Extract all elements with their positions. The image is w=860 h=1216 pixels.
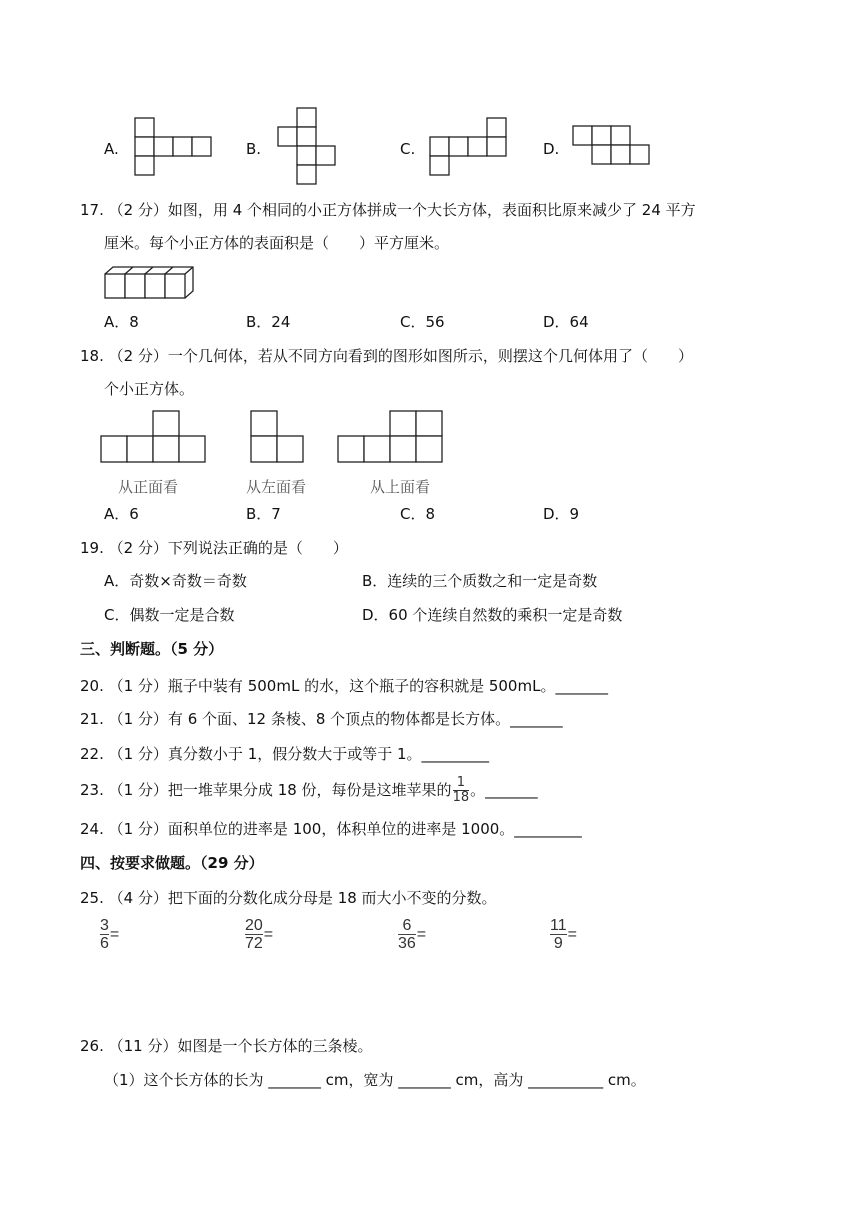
q18-left-view xyxy=(248,408,308,466)
q22-statement: 22. （1 分）真分数小于 1，假分数大于或等于 1。_________ xyxy=(80,745,490,763)
q16-option-b-label: B. xyxy=(246,140,262,158)
q26-stem: 26. （11 分）如图是一个长方体的三条棱。 xyxy=(80,1037,373,1055)
q23-text: 23. （1 分）把一堆苹果分成 18 份，每份是这堆苹果的 xyxy=(80,781,452,799)
q24-statement: 24. （1 分）面积单位的进率是 100，体积单位的进率是 1000。_________ xyxy=(80,820,582,838)
q19-stem: 19. （2 分）下列说法正确的是（ ） xyxy=(80,539,348,557)
q17-stem-line1: 17. （2 分）如图，用 4 个相同的小正方体拼成一个大长方体，表面积比原来减少了 24 平方 xyxy=(80,201,696,219)
q25-fraction-1-denominator: 6 xyxy=(100,935,109,952)
q21-statement: 21. （1 分）有 6 个面、12 条棱、8 个顶点的物体都是长方体。_______ xyxy=(80,710,563,728)
q23-fraction xyxy=(453,776,470,805)
q25-fraction-2-numerator: 20 xyxy=(245,917,263,934)
section-4-heading: 四、按要求做题。（29 分） xyxy=(80,854,264,872)
q25-fraction-4-denominator: 9 xyxy=(550,934,567,952)
q23-fraction-numerator: 1 xyxy=(456,774,465,790)
q25-fraction-1-numerator: 3 xyxy=(100,917,109,934)
q23-statement xyxy=(80,770,538,810)
q25-equals-4: = xyxy=(567,925,577,943)
q18-option-a: A．6 xyxy=(104,505,139,523)
q19-option-b: B．连续的三个质数之和一定是奇数 xyxy=(362,572,598,590)
q25-fraction-3-denominator: 36 xyxy=(398,935,416,952)
q16-option-c-label: C. xyxy=(400,140,416,158)
q18-front-caption: 从正面看 xyxy=(118,478,179,496)
q18-stem-line2: 个小正方体。 xyxy=(104,380,195,398)
q18-top-caption: 从上面看 xyxy=(370,478,431,496)
q17-cuboid-figure xyxy=(100,264,200,304)
q16-option-d-label: D. xyxy=(543,140,560,158)
q20-statement: 20. （1 分）瓶子中装有 500mL 的水，这个瓶子的容积就是 500mL。_______ xyxy=(80,677,608,695)
q16-option-a-net-lower xyxy=(130,116,214,180)
q17-option-d: D．64 xyxy=(543,313,589,331)
q16-option-b-net-lower xyxy=(275,106,341,188)
q25-fraction-3 xyxy=(398,917,426,952)
q19-option-c: C．偶数一定是合数 xyxy=(104,606,235,624)
q25-fraction-3-numerator: 6 xyxy=(402,917,412,934)
q17-option-a: A．8 xyxy=(104,313,139,331)
q25-equals-2: = xyxy=(263,925,274,943)
q18-left-caption: 从左面看 xyxy=(246,478,307,496)
q25-equals-1: = xyxy=(109,925,120,943)
q18-top-view xyxy=(335,408,447,466)
q18-option-b: B．7 xyxy=(246,505,281,523)
q25-fraction-1 xyxy=(100,917,119,952)
q17-stem-line2: 厘米。每个小正方体的表面积是（ ）平方厘米。 xyxy=(104,234,450,252)
q16-option-d-net xyxy=(570,124,654,170)
q26-subquestion-1: （1）这个长方体的长为 _______ cm，宽为 _______ cm，高为 __________ cm。 xyxy=(104,1071,646,1089)
q25-fraction-2-denominator: 72 xyxy=(245,935,263,952)
q25-fraction-4 xyxy=(550,917,577,952)
q16-option-c-net xyxy=(425,116,509,182)
q18-option-c: C．8 xyxy=(400,505,436,523)
q25-fraction-4-numerator: 11 xyxy=(550,917,567,934)
q25-equals-3: = xyxy=(416,925,427,943)
q18-option-d: D．9 xyxy=(543,505,580,523)
q23-tail: 。_______ xyxy=(470,781,538,799)
q25-fraction-2 xyxy=(245,917,273,952)
q18-front-view xyxy=(98,408,210,466)
q17-option-b: B．24 xyxy=(246,313,291,331)
q25-stem: 25. （4 分）把下面的分数化成分母是 18 而大小不变的分数。 xyxy=(80,889,497,907)
q23-fraction-denominator: 18 xyxy=(452,789,470,805)
q17-option-c: C．56 xyxy=(400,313,445,331)
q19-option-a: A．奇数×奇数＝奇数 xyxy=(104,572,247,590)
q19-option-d: D．60 个连续自然数的乘积一定是奇数 xyxy=(362,606,623,624)
q16-option-a-label: A. xyxy=(104,140,119,158)
q18-stem-line1: 18. （2 分）一个几何体，若从不同方向看到的图形如图所示，则摆这个几何体用了（ ） xyxy=(80,347,693,365)
section-3-heading: 三、判断题。（5 分） xyxy=(80,640,224,658)
